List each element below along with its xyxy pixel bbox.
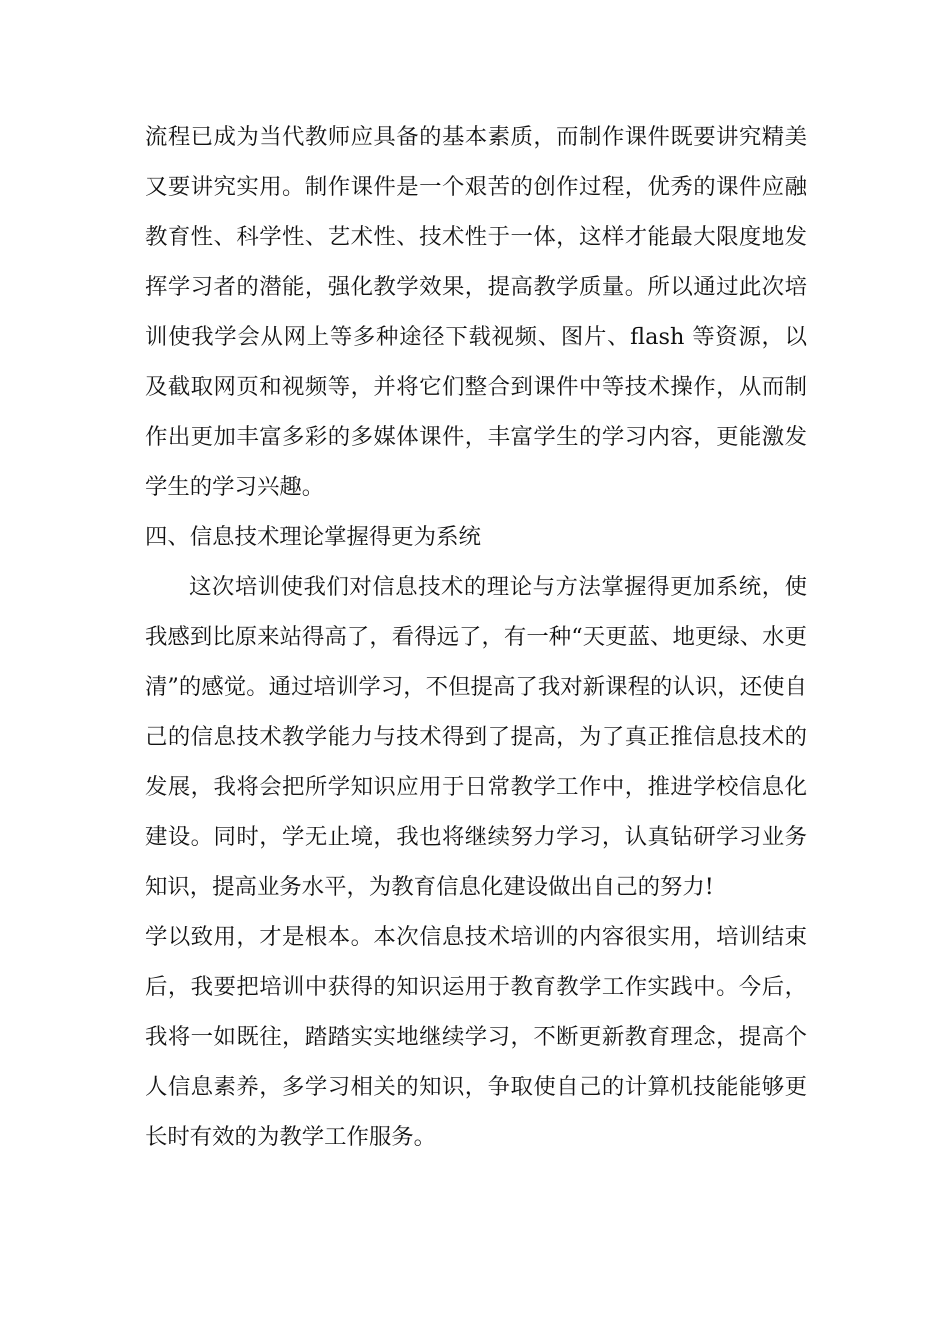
paragraph-application: 学以致用，才是根本。本次信息技术培训的内容很实用，培训结束后，我要把培训中获得的知识运用于教育教学工作实践中。今后，我将一如既往，踏踏实实地继续学习，不断更新教育理念，提高个人信息素养，多学习相关的知识，争取使自己的计算机技能能够更长时有效的为教学工作服务。: [145, 924, 807, 1150]
paragraph-courseware: 流程已成为当代教师应具备的基本素质，而制作课件既要讲究精美又要讲究实用。制作课件是一个艰苦的创作过程，优秀的课件应融教育性、科学性、艺术性、技术性于一体，这样才能最大限度地发挥学习者的潜能，强化教学效果，提高教学质量。所以通过此次培训使我学会从网上等多种途径下载视频、图片、flash 等资源，以及截取网页和视频等，并将它们整合到课件中等技术操作，从而制作出更加丰富多彩的多媒体课件，丰富学生的学习内容，更能激发学生的学习兴趣。: [145, 124, 807, 500]
section-heading: 四、信息技术理论掌握得更为系统: [145, 524, 481, 550]
paragraph-theory: 这次培训使我们对信息技术的理论与方法掌握得更加系统，使我感到比原来站得高了，看得远了，有一种“天更蓝、地更绿、水更清”的感觉。通过培训学习，不但提高了我对新课程的认识，还使自己的信息技术教学能力与技术得到了提高，为了真正推信息技术的发展，我将会把所学知识应用于日常教学工作中，推进学校信息化建设。同时，学无止境，我也将继续努力学习，认真钻研学习业务知识，提高业务水平，为教育信息化建设做出自己的努力!: [145, 574, 807, 900]
document-body: [145, 112, 807, 1162]
